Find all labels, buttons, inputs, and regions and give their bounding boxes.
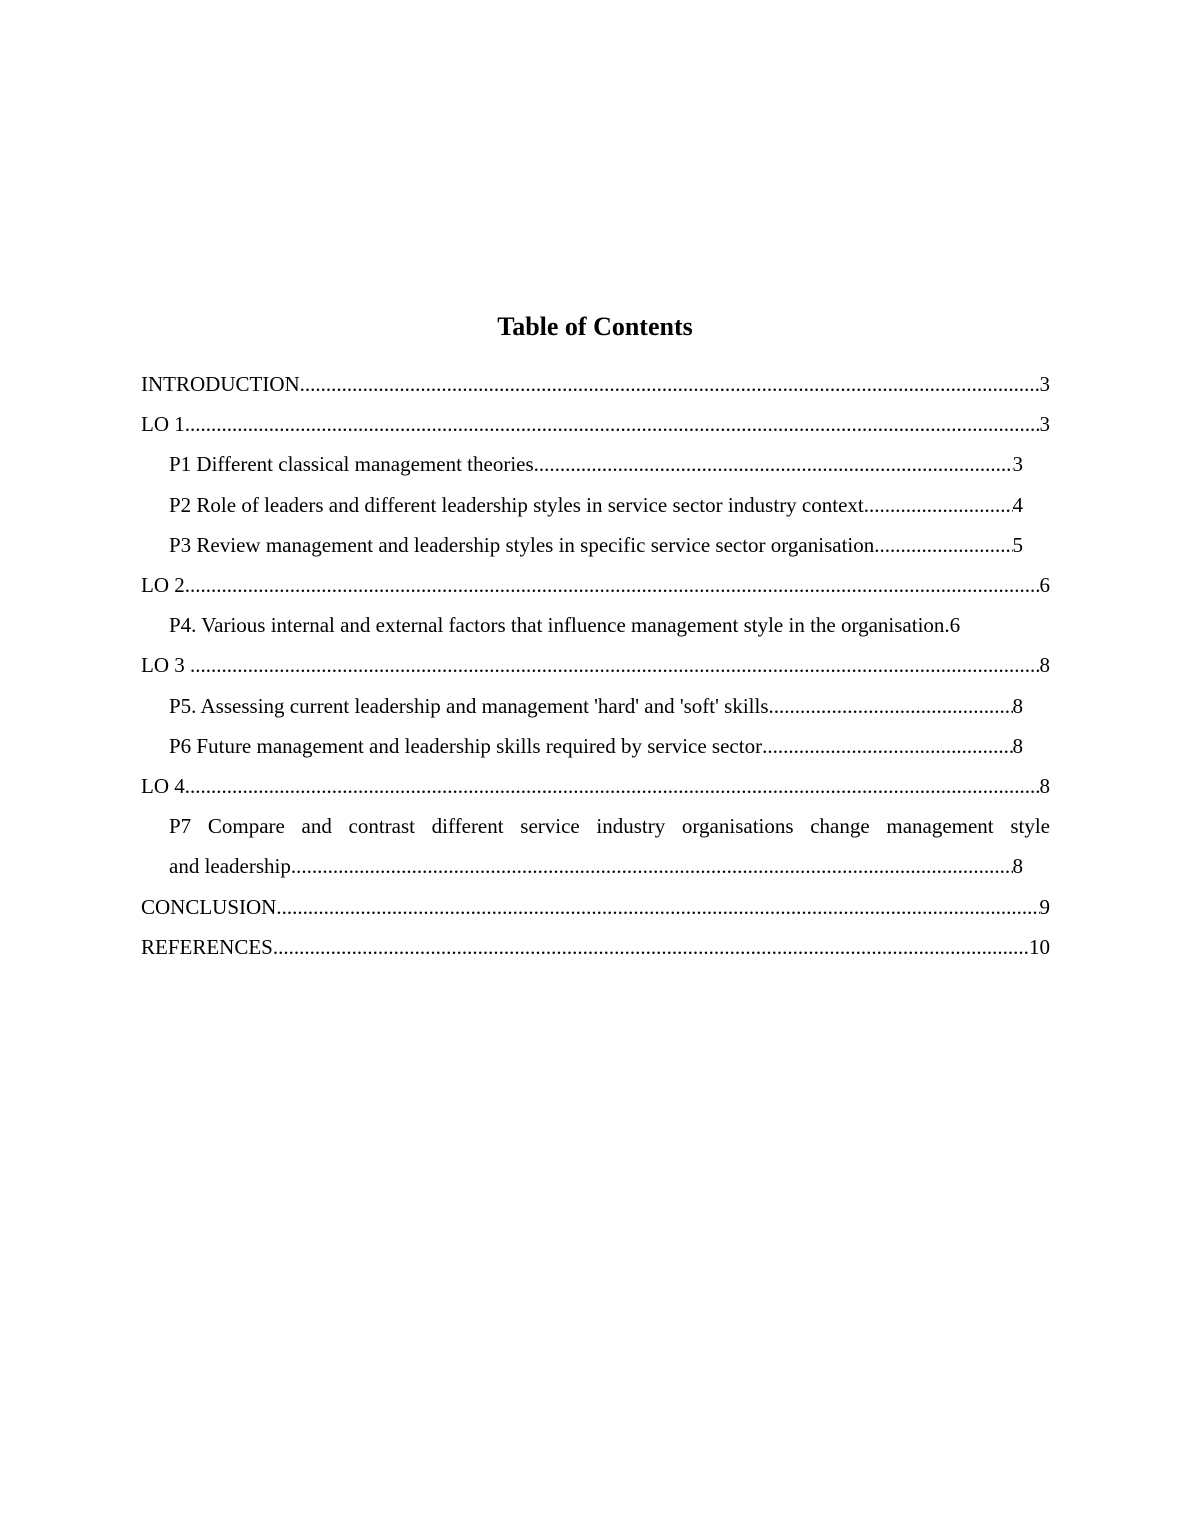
toc-entry-references[interactable] [141, 927, 1050, 967]
toc-entry-label: LO 4 [141, 774, 185, 799]
toc-entry-lo1[interactable] [141, 404, 1050, 444]
toc-entry-conclusion[interactable] [141, 887, 1050, 927]
toc-entry-p4[interactable] [169, 605, 1050, 645]
toc-dot-leader [190, 645, 1040, 685]
toc-entry-p6[interactable] [169, 726, 1023, 766]
toc-entry-label: P6 Future management and leadership skills required by service sector [169, 733, 763, 758]
toc-entry-label: REFERENCES [141, 934, 273, 959]
toc-entry-label: P7 Compare and contrast different service industry organisations change management style [169, 814, 1050, 839]
toc-entry-p3[interactable] [169, 525, 1023, 565]
toc-dot-leader [185, 565, 1040, 605]
toc-entry-label: LO 2 [141, 573, 185, 598]
toc-entry-label: P5. Assessing current leadership and management 'hard' and 'soft' skills [169, 693, 769, 718]
toc-dot-leader [185, 404, 1040, 444]
toc-dot-leader [185, 766, 1040, 806]
toc-dot-leader [534, 444, 1013, 484]
toc-entry-label: INTRODUCTION [141, 372, 300, 396]
toc-page-number: 8 [1039, 774, 1050, 799]
toc-page-number: 6 [949, 613, 961, 638]
toc-page-number: 8 [1012, 733, 1023, 758]
toc-entry-label: CONCLUSION [141, 894, 277, 919]
toc-entry-p2[interactable] [169, 485, 1023, 525]
toc-entry-p7-line1[interactable] [169, 806, 1050, 846]
toc-entry-label: P1 Different classical management theories [169, 452, 534, 477]
toc-entry-label: P2 Role of leaders and different leadership styles in service sector industry context [169, 492, 864, 517]
toc-entry-lo2[interactable] [141, 565, 1050, 605]
toc-dot-leader [291, 846, 1013, 886]
toc-page-number: 6 [1039, 573, 1050, 598]
toc-entry-label: P4. Various internal and external factors that influence management style in the organisation. [169, 613, 950, 638]
toc-entry-label-continued: and leadership [169, 854, 291, 879]
toc-dot-leader [300, 364, 1040, 404]
toc-page-number: 4 [1012, 492, 1023, 517]
toc-title: Table of Contents [497, 312, 693, 341]
toc-dot-leader [769, 686, 1013, 726]
toc-entry-lo3[interactable] [141, 645, 1050, 685]
toc-entry-p5[interactable] [169, 686, 1023, 726]
table-of-contents [141, 364, 1050, 967]
toc-entry-label: P3 Review management and leadership styles in specific service sector organisation [169, 532, 875, 557]
toc-dot-leader [864, 485, 1013, 525]
toc-dot-leader [762, 726, 1012, 766]
toc-entry-label: LO 1 [141, 412, 185, 437]
toc-dot-leader [273, 927, 1029, 967]
toc-dot-leader [874, 525, 1012, 565]
toc-page-number: 8 [1039, 653, 1050, 678]
toc-dot-leader [276, 887, 1039, 927]
toc-page-number: 8 [1012, 854, 1023, 879]
toc-entry-lo4[interactable] [141, 766, 1050, 806]
toc-page-number: 9 [1039, 894, 1050, 919]
toc-entry-introduction[interactable] [141, 364, 1050, 404]
toc-entry-p7-line2[interactable] [169, 846, 1023, 886]
toc-entry-label: LO 3 [141, 653, 190, 678]
toc-page-number: 5 [1012, 532, 1023, 557]
toc-page-number: 3 [1039, 412, 1050, 437]
toc-page-number: 8 [1012, 693, 1023, 718]
toc-entry-p1[interactable] [169, 444, 1023, 484]
toc-page-number: 10 [1029, 934, 1050, 959]
toc-page-number: 3 [1039, 372, 1050, 396]
toc-page-number: 3 [1012, 452, 1023, 477]
